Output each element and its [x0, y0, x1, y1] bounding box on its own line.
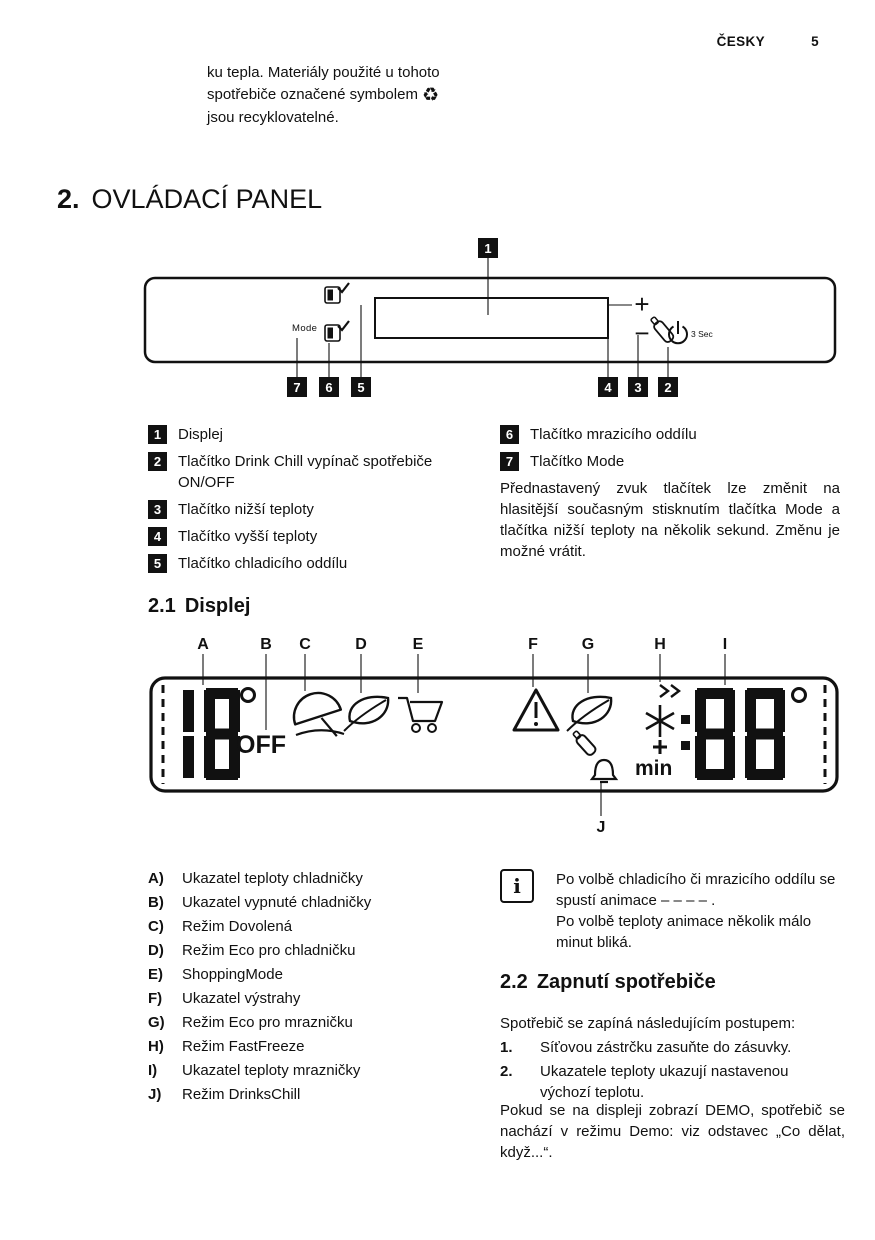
control-panel-diagram	[140, 235, 840, 405]
legend-num-5: 5	[148, 554, 167, 573]
legend-num-6: 6	[500, 425, 519, 444]
section-number: 2.	[57, 184, 80, 214]
section-heading-display	[148, 595, 250, 618]
freezer-degree-icon	[793, 689, 806, 702]
callout-3	[628, 377, 648, 397]
off-indicator: OFF	[236, 731, 286, 759]
legend-num-7: 7	[500, 452, 519, 471]
shopping-cart-icon	[398, 698, 442, 732]
legend-num-1: 1	[148, 425, 167, 444]
svg-text:5: 5	[357, 380, 365, 395]
legend-item-5: 5 Tlačítko chladicího oddílu	[148, 553, 472, 574]
legend-item-4: 4 Tlačítko vyšší teploty	[148, 526, 472, 547]
section-title: Zapnutí spotřebiče	[536, 971, 716, 993]
info-icon: i	[500, 869, 534, 903]
freezer-temp-digits	[695, 688, 785, 780]
minus-button[interactable]: −	[634, 318, 650, 348]
legend-item-3: 3 Tlačítko nižší teploty	[148, 499, 472, 520]
callout-5	[351, 377, 371, 397]
colon-dot-bottom	[681, 741, 690, 750]
mode-button-label[interactable]: Mode	[292, 323, 318, 334]
recycle-icon: ♻	[421, 85, 439, 106]
svg-text:I: I	[722, 636, 728, 653]
display-legend	[148, 869, 371, 1109]
fridge-compartment-button-icon[interactable]	[325, 283, 349, 303]
legend-row-h: H) Režim FastFreeze	[148, 1038, 305, 1055]
svg-text:2: 2	[664, 380, 672, 395]
legend-item-2: 2 Tlačítko Drink Chill vypínač spotřebiče ON/OFF	[148, 451, 472, 493]
display-letters	[197, 636, 727, 653]
drinks-chill-bell-icon	[571, 729, 616, 782]
page-number: 5	[811, 34, 819, 49]
svg-text:F: F	[528, 636, 538, 653]
svg-text:E: E	[412, 636, 424, 653]
section-title: Displej	[184, 595, 251, 617]
power-on-steps	[500, 1037, 840, 1106]
section-heading-power-on	[500, 971, 716, 994]
info-text-line-1: Po volbě chladicího či mrazicího oddílu se spustí animace – – – – .	[556, 871, 836, 909]
alarm-triangle-icon	[514, 690, 558, 730]
legend-row-b: B) Ukazatel vypnuté chladničky	[148, 894, 372, 911]
leader-lines	[297, 258, 668, 377]
step-2: 2. Ukazatele teploty ukazují nastavenou výchozí teplotu.	[500, 1063, 789, 1101]
fridge-temp-digits	[183, 688, 240, 780]
page-header	[717, 34, 819, 49]
callout-2	[658, 377, 678, 397]
display-letter-j: J	[596, 819, 606, 836]
svg-text:G: G	[581, 636, 595, 653]
info-box	[500, 869, 840, 953]
fridge-degree-icon	[242, 689, 255, 702]
freezer-compartment-button-icon[interactable]	[325, 321, 349, 341]
plus-button[interactable]: +	[634, 289, 650, 319]
legend-num-4: 4	[148, 527, 167, 546]
svg-text:H: H	[654, 636, 666, 653]
min-label: min	[635, 757, 673, 780]
svg-text:A: A	[197, 636, 209, 653]
intro-line-3: jsou recyklovatelné.	[207, 109, 339, 126]
legend-row-d: D) Režim Eco pro chladničku	[148, 942, 356, 959]
svg-text:4: 4	[604, 380, 612, 395]
legend-row-f: F) Ukazatel výstrahy	[148, 990, 301, 1007]
section-number: 2.2	[500, 971, 528, 993]
section-number: 2.1	[148, 595, 176, 617]
legend-row-a: A) Ukazatel teploty chladničky	[148, 870, 363, 887]
legend-row-i: I) Ukazatel teploty mrazničky	[148, 1062, 361, 1079]
legend-row-g: G) Režim Eco pro mrazničku	[148, 1014, 353, 1031]
display-diagram	[148, 633, 840, 838]
power-hold-label: 3 Sec	[691, 329, 713, 339]
section-heading-control-panel	[57, 184, 322, 215]
sound-note: Přednastavený zvuk tlačítek lze změnit na hlasitější současným stisknutím tlačítka Mode a tlačítka nižší teploty na několik sekund. Změnu je možné vrátit.	[500, 480, 840, 560]
info-text	[556, 869, 840, 953]
callout-1	[478, 238, 498, 258]
legend-num-3: 3	[148, 500, 167, 519]
panel-legend-right	[500, 424, 840, 562]
svg-text:C: C	[299, 636, 311, 653]
panel-legend-left	[148, 424, 472, 580]
intro-paragraph	[207, 62, 440, 129]
step-1: 1. Síťovou zástrčku zasuňte do zásuvky.	[500, 1039, 792, 1056]
callout-7	[287, 377, 307, 397]
language-label: ČESKY	[716, 34, 766, 49]
legend-row-c: C) Režim Dovolená	[148, 918, 293, 935]
eco-fridge-leaf-icon	[344, 697, 388, 731]
svg-text:3: 3	[634, 380, 642, 395]
panel-outline	[145, 278, 835, 362]
colon-dot-top	[681, 715, 690, 724]
callout-6	[319, 377, 339, 397]
svg-text:D: D	[355, 636, 367, 653]
intro-line-1: ku tepla. Materiály použité u tohoto	[207, 64, 440, 81]
info-text-line-2: Po volbě teploty animace několik málo minut bliká.	[556, 913, 812, 951]
legend-row-j: J) Režim DrinksChill	[148, 1086, 301, 1103]
intro-line-2: spotřebiče označené symbolem ♻	[207, 85, 439, 106]
callout-4	[598, 377, 618, 397]
svg-text:1: 1	[484, 241, 492, 256]
section-title: OVLÁDACÍ PANEL	[91, 184, 323, 214]
legend-item-1: 1 Displej	[148, 424, 472, 445]
svg-text:6: 6	[325, 380, 333, 395]
svg-text:7: 7	[293, 380, 301, 395]
svg-text:B: B	[260, 636, 272, 653]
eco-freezer-leaf-icon	[567, 697, 611, 731]
display-window	[375, 298, 608, 338]
legend-item-7: 7 Tlačítko Mode	[500, 451, 840, 472]
holiday-umbrella-icon	[288, 687, 348, 747]
power-on-intro: Spotřebič se zapíná následujícím postupem:	[500, 1015, 796, 1032]
legend-item-6: 6 Tlačítko mrazicího oddílu	[500, 424, 840, 445]
legend-num-2: 2	[148, 452, 167, 471]
fastfreeze-snowflake-icon	[646, 685, 679, 754]
legend-row-e: E) ShoppingMode	[148, 966, 283, 983]
demo-note: Pokud se na displeji zobrazí DEMO, spotřebič se nachází v režimu Demo: viz odstavec „Co dělat, když...“.	[500, 1102, 845, 1161]
